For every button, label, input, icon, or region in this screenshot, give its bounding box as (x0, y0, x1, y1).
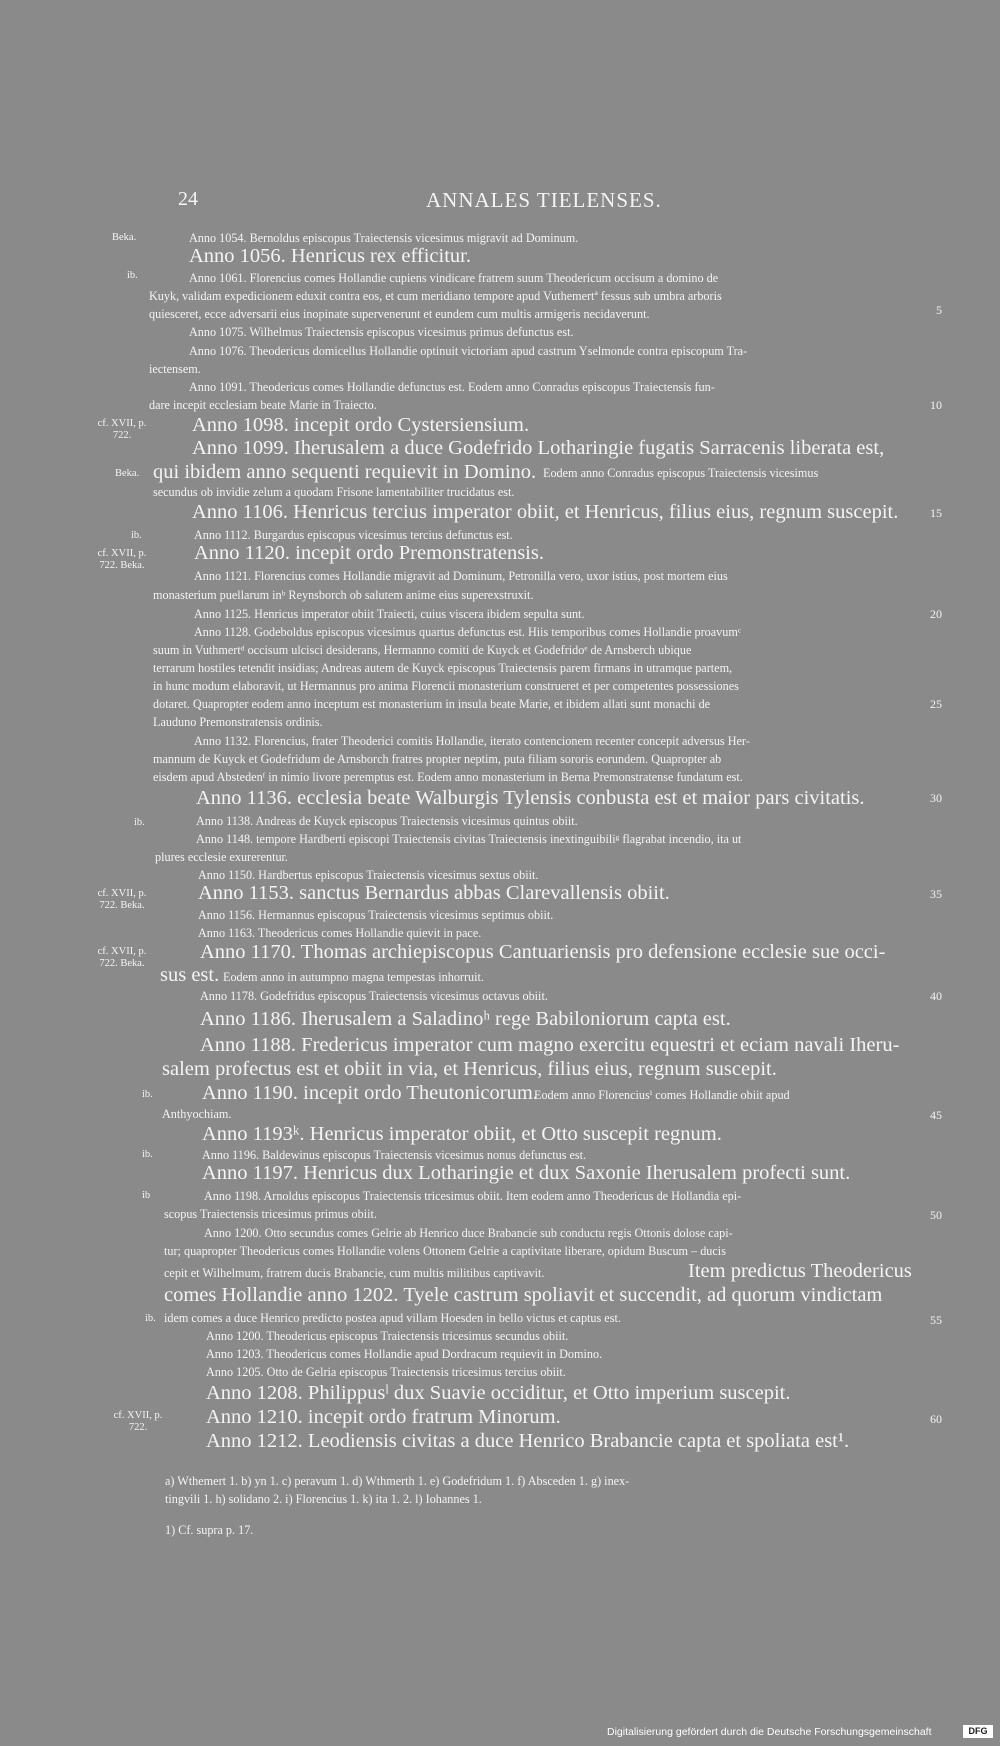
footnote-line: tingvili 1. h) solidano 2. i) Florencius 1. k) ita 1. 2. l) Iohannes 1. (165, 1492, 482, 1506)
margin-note-cf: cf. XVII, p. 722. Beka. (97, 888, 147, 911)
text-line: Anno 1136. ecclesia beate Walburgis Tylensis conbusta est et maior pars civitatis. (196, 787, 865, 809)
text-line: quiesceret, ecce adversarii eius inopinate supervenerunt et eundem cum multis armigeris necidaverunt. (149, 307, 650, 321)
text-line: Anno 1200. Theodericus episcopus Traiectensis tricesimus secundus obiit. (206, 1329, 569, 1343)
text-line: Anthyochiam. (162, 1107, 232, 1121)
text-line: Anno 1112. Burgardus episcopus vicesimus tercius defunctus est. (194, 528, 513, 542)
text-line: Anno 1098. incepit ordo Cystersiensium. (192, 414, 530, 436)
text-line: Anno 1196. Baldewinus episcopus Traiectensis vicesimus nonus defunctus est. (202, 1148, 587, 1162)
text-line: Eodem anno Conradus episcopus Traiectensis vicesimus (543, 466, 819, 480)
text-line: comes Hollandie anno 1202. Tyele castrum spoliavit et succendit, ad quorum vindictam (164, 1284, 883, 1306)
text-line: Anno 1193ᵏ. Henricus imperator obiit, et Otto suscepit regnum. (202, 1123, 722, 1145)
line-number: 35 (930, 887, 942, 901)
text-line: Anno 1148. tempore Hardberti episcopi Traiectensis civitas Traiectensis inextinguibiliᵍ flagrabat incendio, ita ut (196, 832, 742, 846)
running-header (0, 188, 1000, 212)
text-line: Anno 1076. Theodericus domicellus Hollandie optinuit victoriam apud castrum Yselmonde contra episcopum Tra- (189, 344, 748, 358)
text-line: scopus Traiectensis tricesimus primus obiit. (164, 1207, 377, 1221)
footnote-line: a) Wthemert 1. b) yn 1. c) peravum 1. d) Wthmerth 1. e) Godefridum 1. f) Absceden 1. g) inex- (165, 1474, 630, 1488)
text-line: secundus ob invidie zelum a quodam Frisone lamentabiliter trucidatus est. (153, 485, 515, 499)
line-number: 10 (930, 398, 942, 412)
text-line: Eodem anno in autumpno magna tempestas inhorruit. (223, 970, 484, 984)
text-line: sus est. (160, 964, 220, 986)
running-title: ANNALES TIELENSES. (426, 188, 662, 212)
margin-note-cf: cf. XVII, p. 722. (113, 1410, 163, 1433)
text-line: dare incepit ecclesiam beate Marie in Traiecto. (149, 398, 377, 412)
text-line: Anno 1156. Hermannus episcopus Traiectensis vicesimus septimus obiit. (198, 908, 554, 922)
margin-note-cf: cf. XVII, p. 722. Beka. (97, 946, 147, 969)
margin-note-ib: ib. (134, 817, 145, 828)
text-line: qui ibidem anno sequenti requievit in Domino. (153, 461, 537, 483)
text-line: Anno 1198. Arnoldus episcopus Traiectensis tricesimus obiit. Item eodem anno Theodericus de Hollandia epi- (204, 1189, 742, 1203)
text-line: Anno 1056. Henricus rex efficitur. (189, 245, 471, 267)
text-line: monasterium puellarum inᵇ Reynsborch ob salutem anime eius superexstruxit. (153, 588, 534, 602)
margin-note-cf: cf. XVII, p. 722. Beka. (97, 548, 147, 571)
text-line: Anno 1190. incepit ordo Theutonicorum. (202, 1082, 538, 1104)
text-line: Anno 1163. Theodericus comes Hollandie quievit in pace. (198, 926, 482, 940)
text-line: Eodem anno Florenciusⁱ comes Hollandie obiit apud (534, 1088, 790, 1102)
text-line: idem comes a duce Henrico predicto postea apud villam Hoesden in bello victus et captus est. (164, 1311, 621, 1325)
text-line: Anno 1128. Godeboldus episcopus vicesimus quartus defunctus est. Hiis temporibus comes Hollandie proavumᶜ (194, 625, 741, 639)
dfg-logo-icon: DFG (963, 1725, 993, 1738)
text-line: Anno 1075. Wilhelmus Traiectensis episcopus vicesimus primus defunctus est. (189, 325, 574, 339)
line-number: 60 (930, 1412, 942, 1426)
text-line: Anno 1091. Theodericus comes Hollandie defunctus est. Eodem anno Conradus episcopus Traiectensis fun- (189, 380, 715, 394)
text-line: Anno 1212. Leodiensis civitas a duce Henrico Brabancie capta et spoliata est¹. (206, 1430, 850, 1452)
text-line: Kuyk, validam expedicionem eduxit contra eos, et cum meridiano tempore apud Vuthemertª fessus sub umbra arboris (149, 289, 722, 303)
margin-note-beka: Beka. (112, 232, 137, 243)
text-line: Anno 1153. sanctus Bernardus abbas Clarevallensis obiit. (198, 882, 670, 904)
text-line: Anno 1138. Andreas de Kuyck episcopus Traiectensis vicesimus quintus obiit. (196, 814, 578, 828)
line-number: 30 (930, 791, 942, 805)
text-line: Anno 1210. incepit ordo fratrum Minorum. (206, 1406, 561, 1428)
margin-note-beka: Beka. (115, 468, 140, 479)
text-line: Anno 1132. Florencius, frater Theoderici comitis Hollandie, iterato contencionem recenter concepit adversus Her- (194, 734, 750, 748)
margin-note-ib: ib. (145, 1313, 156, 1324)
text-line: suum in Vuthmertᵈ occisum ulcisci desiderans, Hermanno comiti de Kuyck et Godefridoᵉ de Arnsberch ubique (153, 643, 692, 657)
text-line: Anno 1208. Philippusˡ dux Suavie occiditur, et Otto imperium suscepit. (206, 1382, 791, 1404)
line-number: 55 (930, 1313, 942, 1327)
margin-note-ib: ib. (142, 1149, 153, 1160)
margin-note-ib: ib. (127, 270, 138, 281)
text-line: Anno 1061. Florencius comes Hollandie cupiens vindicare fratrem suum Theodericum occisum a domino de (189, 271, 719, 285)
text-line: Anno 1200. Otto secundus comes Gelrie ab Henrico duce Brabancie sub conductu regis Ottonis dolose capi- (204, 1226, 733, 1240)
text-line: Anno 1178. Godefridus episcopus Traiectensis vicesimus octavus obiit. (200, 989, 548, 1003)
digitization-credit: Digitalisierung gefördert durch die Deutsche Forschungsgemeinschaft (607, 1726, 932, 1738)
text-line: Anno 1150. Hardbertus episcopus Traiectensis vicesimus sextus obiit. (198, 868, 539, 882)
text-line: plures ecclesie exurerentur. (155, 850, 288, 864)
text-line: Item predictus Theodericus (688, 1260, 912, 1282)
line-number: 50 (930, 1208, 942, 1222)
text-line: Anno 1106. Henricus tercius imperator obiit, et Henricus, filius eius, regnum suscepit. (192, 501, 899, 523)
text-line: Anno 1197. Henricus dux Lotharingie et dux Saxonie Iherusalem profecti sunt. (202, 1162, 851, 1184)
text-line: eisdem apud Abstedenᶠ in nimio livore peremptus est. Eodem anno monasterium in Berna Premonstratense fundatum est. (153, 770, 743, 784)
line-number: 5 (936, 303, 942, 317)
line-number: 40 (930, 989, 942, 1003)
text-line: Anno 1186. Iherusalem a Saladinoʰ rege Babiloniorum capta est. (200, 1008, 731, 1030)
text-line: Anno 1188. Fredericus imperator cum magno exercitu equestri et eciam navali Iheru- (200, 1034, 900, 1056)
line-number: 25 (930, 697, 942, 711)
text-line: Anno 1120. incepit ordo Premonstratensis. (194, 542, 544, 564)
text-line: Anno 1205. Otto de Gelria episcopus Traiectensis tricesimus tercius obiit. (206, 1365, 566, 1379)
text-line: iectensem. (149, 362, 201, 376)
text-line: dotaret. Quapropter eodem anno inceptum est monasterium in insula beate Marie, et ibidem allati sunt monachi de (153, 697, 711, 711)
footnote-line: 1) Cf. supra p. 17. (165, 1523, 254, 1537)
margin-note-cf: cf. XVII, p. 722. (97, 418, 147, 441)
text-line: cepit et Wilhelmum, fratrem ducis Brabancie, cum multis militibus captivavit. (164, 1266, 545, 1280)
text-line: salem profectus est et obiit in via, et Henricus, filius eius, regnum suscepit. (162, 1058, 777, 1080)
text-line: Anno 1121. Florencius comes Hollandie migravit ad Dominum, Petronilla vero, uxor istius, post mortem eius (194, 569, 728, 583)
page-number: 24 (178, 188, 198, 210)
margin-note-ib: ib. (142, 1089, 153, 1100)
text-line: Lauduno Premonstratensis ordinis. (153, 715, 323, 729)
text-line: Anno 1054. Bernoldus episcopus Traiectensis vicesimus migravit ad Dominum. (189, 231, 579, 245)
margin-note-ib: ib (142, 1190, 151, 1201)
line-number: 15 (930, 506, 942, 520)
text-line: mannum de Kuyck et Godefridum de Arnsborch fratres propter neptim, puta filiam sororis eorundem. Quapropter ab (153, 752, 722, 766)
margin-note-ib: ib. (131, 530, 142, 541)
line-number: 20 (930, 607, 942, 621)
line-number: 45 (930, 1108, 942, 1122)
text-line: Anno 1099. Iherusalem a duce Godefrido Lotharingie fugatis Sarracenis liberata est, (192, 437, 885, 459)
text-line: terrarum hostiles tetendit insidias; Andreas autem de Kuyck episcopus Traiectensis parem firmans in utramque partem, (153, 661, 733, 675)
text-line: Anno 1203. Theodericus comes Hollandie apud Dordracum requievit in Domino. (206, 1347, 603, 1361)
text-line: tur; quapropter Theodericus comes Hollandie volens Ottonem Gelrie a captivitate liberare, opidum Buscum – ducis (164, 1244, 726, 1258)
text-line: Anno 1125. Henricus imperator obiit Traiecti, cuius viscera ibidem sepulta sunt. (194, 607, 585, 621)
text-line: in hunc modum elaboravit, ut Hermannus pro anima Florencii monasterium construeret et per competentes possessiones (153, 679, 739, 693)
text-line: Anno 1170. Thomas archiepiscopus Cantuariensis pro defensione ecclesie sue occi- (200, 941, 886, 963)
